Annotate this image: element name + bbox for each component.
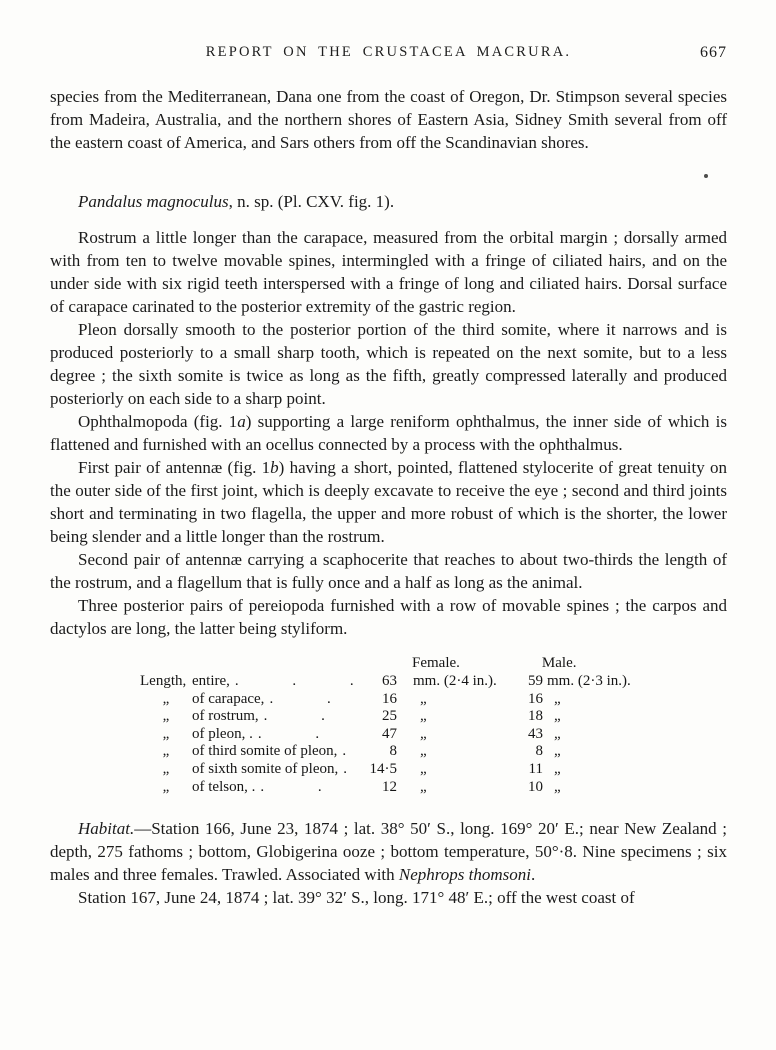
male-value: 18 (528, 708, 543, 725)
female-unit (397, 673, 497, 691)
female-unit (397, 779, 497, 797)
female-value: 14·5 (369, 760, 397, 777)
female-unit (397, 761, 497, 779)
figure-letter-b: b (270, 458, 279, 477)
male-unit (543, 743, 706, 761)
figure-letter-a: a (237, 412, 246, 431)
row-label-text: of sixth somite of pleon, (192, 760, 339, 777)
row-label (192, 691, 355, 709)
dot-leaders: . (342, 743, 347, 760)
male-unit (543, 726, 706, 744)
male-value: 43 (528, 725, 543, 742)
row-label (192, 708, 355, 726)
measurement-row (140, 673, 706, 691)
paragraph-antennae-second: Second pair of antennæ carrying a scaphocerite that reaches to about two-thirds the length of the rostrum, and a flagellum that is fully once and a half as long as the animal. (50, 550, 727, 592)
female-unit-text: mm. (2·4 in.). (413, 673, 497, 689)
row-prefix: „ (162, 760, 170, 777)
paragraph-pleon: Pleon dorsally smooth to the posterior portion of the third somite, where it narrows and is produced posteriorly to a small sharp tooth, which is repeated on the next somite, but to a less degree ; the sixth somite is twice as long as the fifth, greatly compressed laterally and produced posteriorly on each side to a sharp point. (50, 320, 727, 408)
male-value: 16 (528, 690, 543, 707)
antennae-first-text-post: ) having a short, pointed, flattened stylocerite of great tenuity on the outer side of the first joint, which is deeply excavate to receive the eye ; second and third joints short and terminating in two flagella, the upper and more robust of which is the shorter, the lower being slender and a little longer than the rostrum. (50, 458, 728, 546)
dot-leaders: . . (263, 708, 325, 725)
female-value: 16 (382, 690, 397, 707)
row-label (192, 779, 355, 797)
page-content (50, 85, 727, 909)
paragraph-habitat (50, 817, 727, 886)
male-value: 8 (535, 743, 543, 760)
female-column-header: Female. (412, 655, 460, 671)
female-unit-text: „ (420, 743, 427, 760)
row-prefix: „ (162, 743, 170, 760)
dot-leaders: . . (257, 725, 320, 742)
paragraph-intro: species from the Mediterranean, Dana one from the coast of Oregon, Dr. Stimpson several species from Madeira, Australia, and the northern shores of Eastern Asia, Sidney Smith several from off the eastern coast of America, and Sars others from off the Scandinavian shores. (50, 87, 727, 152)
female-unit-text: „ (420, 725, 427, 742)
paragraph-ophthalmopoda (50, 410, 727, 456)
row-label-text: entire, (192, 673, 230, 689)
paragraph-pereiopoda: Three posterior pairs of pereiopoda furnished with a row of movable spines ; the carpos and dactylos are long, the latter being styliform. (50, 596, 727, 638)
page-number: 667 (700, 44, 727, 61)
row-label-text: of telson, . (192, 778, 256, 795)
page-title: REPORT ON THE CRUSTACEA MACRURA. (205, 44, 572, 60)
male-unit (543, 761, 706, 779)
row-label (192, 743, 355, 761)
ophthalmopoda-text-pre: Ophthalmopoda (fig. 1 (78, 412, 238, 431)
measurement-row (140, 761, 706, 779)
measurements-table (140, 654, 706, 796)
species-heading (50, 190, 727, 213)
row-label-text: of pleon, . (192, 725, 253, 742)
male-unit (543, 779, 706, 797)
row-prefix: „ (162, 725, 170, 742)
row-label (192, 673, 355, 691)
male-unit (543, 673, 706, 691)
dot-leaders: . . . (234, 673, 354, 689)
female-unit (397, 743, 497, 761)
row-label-text: of third somite of pleon, (192, 743, 338, 760)
ink-speck (704, 174, 708, 178)
male-unit-text: „ (554, 725, 561, 742)
male-unit-text: „ (554, 760, 561, 777)
male-unit-text: „ (554, 708, 561, 725)
female-value: 12 (382, 778, 397, 795)
dot-leaders: . . (269, 690, 331, 707)
male-unit-text: „ (554, 743, 561, 760)
row-prefix: „ (162, 708, 170, 725)
paragraph-station-167: Station 167, June 24, 1874 ; lat. 39° 32′ S., long. 171° 48′ E.; off the west coast of (78, 888, 635, 908)
male-value: 11 (528, 760, 543, 777)
species-heading-rest: , n. sp. (Pl. CXV. fig. 1). (228, 192, 395, 211)
male-unit (543, 691, 706, 709)
measurement-row (140, 726, 706, 744)
table-body (140, 673, 706, 796)
paragraph-rostrum: Rostrum a little longer than the carapace, measured from the orbital margin ; dorsally armed with from ten to twelve movable spines, intermingled with a fringe of ciliated hairs, and on the under side with six rigid teeth interspersed with a fringe of long and ciliated hairs. Dorsal surface of carapace carinated to the posterior extremity of the gastric region. (50, 228, 727, 316)
male-column-header: Male. (541, 655, 577, 671)
female-unit (397, 708, 497, 726)
male-unit-text: mm. (2·3 in.). (547, 673, 631, 689)
male-value: 59 (528, 673, 543, 689)
measurement-row (140, 691, 706, 709)
antennae-first-text-pre: First pair of antennæ (fig. 1 (78, 458, 271, 477)
measurement-row (140, 779, 706, 797)
associated-species-name: Nephrops thomsoni (398, 865, 531, 885)
female-value: 47 (382, 725, 397, 742)
dot-leaders: . (343, 760, 347, 777)
habitat-text-tail: . (530, 865, 536, 885)
measurement-row (140, 743, 706, 761)
female-unit (397, 691, 497, 709)
species-name: Pandalus magnoculus (78, 192, 229, 211)
female-unit (397, 726, 497, 744)
female-value: 25 (382, 708, 397, 725)
habitat-text: —Station 166, June 23, 1874 ; lat. 38° 50′ S., long. 169° 20′ E.; near New Zealand ; depth, 275 fathoms ; bottom, Globigerina ooze ; bottom temperature, 50°·8. Nine specimens ; six males and three females. Trawled. Associated with (50, 819, 727, 885)
female-unit-text: „ (420, 690, 427, 707)
dot-leaders: . . (260, 778, 322, 795)
row-prefix: „ (162, 778, 170, 795)
female-unit-text: „ (420, 760, 427, 777)
measurement-row (140, 708, 706, 726)
row-label-text: of carapace, (192, 690, 265, 707)
running-header (50, 44, 727, 64)
female-value: 63 (382, 673, 397, 689)
habitat-label: Habitat. (78, 819, 135, 839)
male-unit-text: „ (554, 778, 561, 795)
row-label-text: of rostrum, (192, 708, 259, 725)
ophthalmopoda-text-post: ) supporting a large reniform ophthalmus, the inner side of which is flattened and furnished with an ocellus connected by a process with the ophthalmus. (50, 412, 727, 454)
row-label (192, 761, 355, 779)
female-unit-text: „ (420, 708, 427, 725)
male-value: 10 (528, 778, 543, 795)
paragraph-antennae-first (50, 456, 727, 548)
female-value: 8 (389, 743, 397, 760)
row-prefix: Length, (140, 673, 187, 689)
male-unit-text: „ (554, 690, 561, 707)
male-unit (543, 708, 706, 726)
row-prefix: „ (162, 690, 170, 707)
female-unit-text: „ (420, 778, 427, 795)
row-label (192, 726, 355, 744)
table-header-row (140, 654, 706, 672)
